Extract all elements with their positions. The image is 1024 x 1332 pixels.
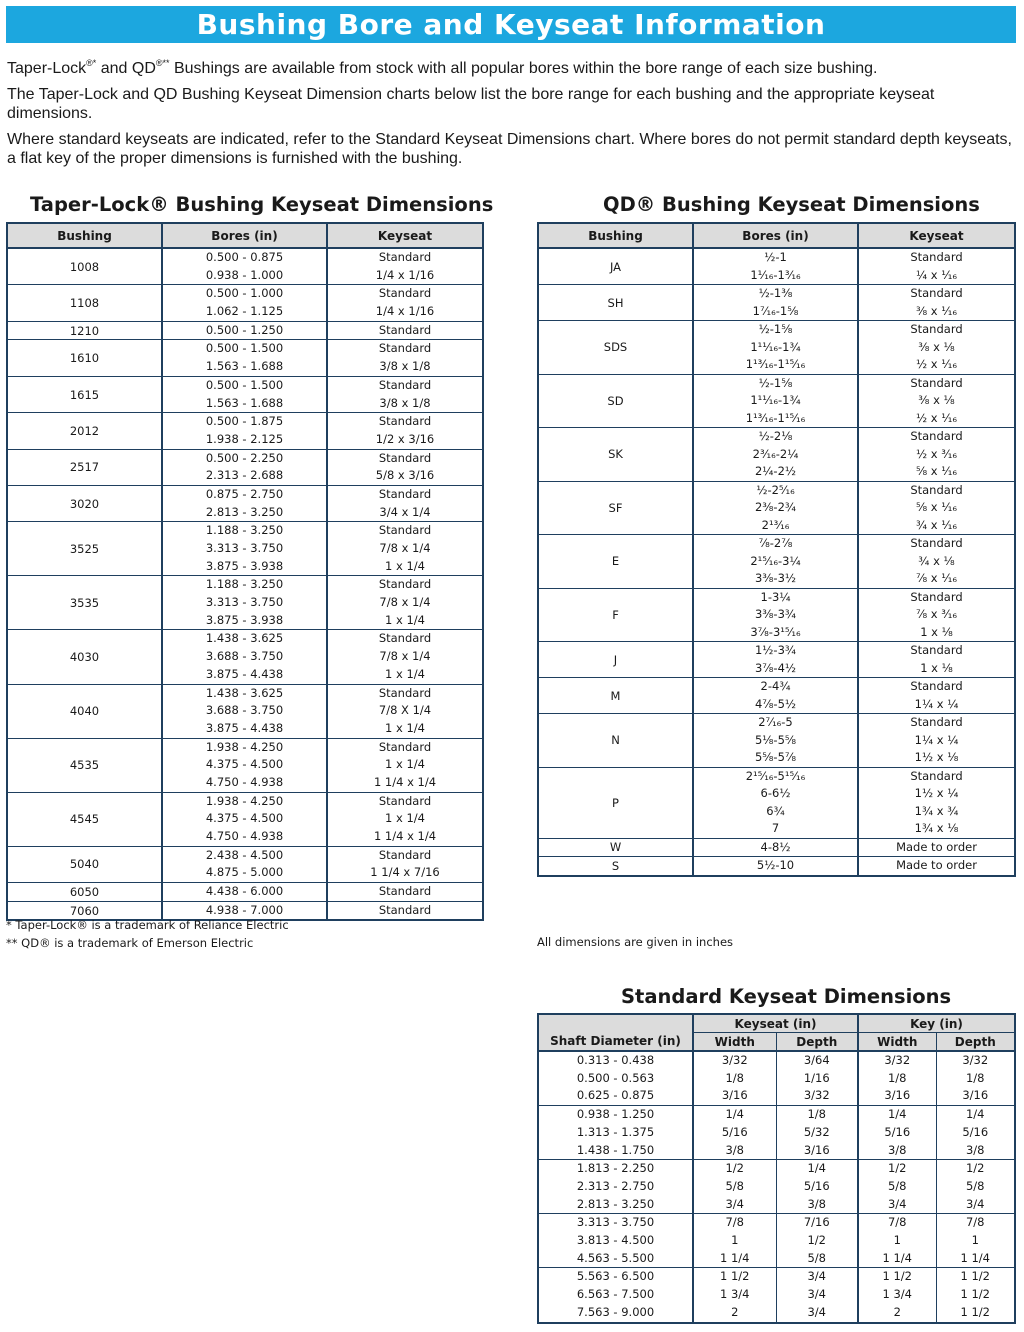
taper-lock-title: Taper-Lock® Bushing Keyseat Dimensions	[30, 193, 494, 216]
dimension-cell: 1/2	[936, 1160, 1015, 1178]
table-row	[538, 285, 1015, 321]
dimension-cell: 1/8	[693, 1070, 776, 1088]
qd-title: QD® Bushing Keyseat Dimensions	[603, 193, 980, 216]
dimension-cell: 1/4	[776, 1160, 858, 1178]
keyseat-cell: Standard 7/8 X 1/4 1 x 1/4	[327, 684, 483, 738]
table-row	[538, 1087, 1015, 1105]
table-row	[7, 846, 483, 882]
bushing-cell: 1210	[7, 321, 162, 340]
keyseat-cell: Standard ½ x ³⁄₁₆ ⅝ x ¹⁄₁₆	[858, 428, 1015, 482]
keyseat-cell: Standard 1/4 x 1/16	[327, 285, 483, 321]
bores-cell: 2.438 - 4.500 4.875 - 5.000	[162, 846, 327, 882]
bushing-cell: 4545	[7, 792, 162, 846]
standard-keyseat-title: Standard Keyseat Dimensions	[621, 985, 952, 1008]
table-row	[7, 522, 483, 576]
footnote-taper-lock: * Taper-Lock® is a trademark of Reliance Electric	[6, 918, 289, 932]
table-row	[7, 340, 483, 376]
dimension-cell: 3/16	[693, 1087, 776, 1105]
bushing-cell: SD	[538, 374, 693, 428]
column-header: Keyseat	[858, 223, 1015, 248]
keyseat-cell: Standard ⅜ x ⅛ ½ x ¹⁄₁₆	[858, 321, 1015, 375]
dimension-cell: 1 1/4	[858, 1250, 936, 1268]
table-row	[538, 1214, 1015, 1232]
bushing-cell: N	[538, 714, 693, 768]
keyseat-cell: Standard 1/2 x 3/16	[327, 413, 483, 449]
keyseat-cell: Made to order	[858, 857, 1015, 876]
dimension-cell: 5/32	[776, 1124, 858, 1142]
keyseat-cell: Standard ¼ x ¹⁄₁₆	[858, 248, 1015, 285]
bushing-cell: E	[538, 535, 693, 589]
bushing-cell: 2012	[7, 413, 162, 449]
table-row	[7, 376, 483, 412]
table-row	[7, 792, 483, 846]
table-row	[538, 481, 1015, 535]
table-row	[538, 321, 1015, 375]
dimension-cell: 7/8	[693, 1214, 776, 1232]
dimension-cell: 1	[693, 1232, 776, 1250]
bores-cell: 1.938 - 4.250 4.375 - 4.500 4.750 - 4.938	[162, 792, 327, 846]
group-header-key: Key (in)	[858, 1014, 1015, 1033]
shaft-diameter-cell: 0.938 - 1.250	[538, 1106, 693, 1124]
dimension-cell: 3/4	[776, 1268, 858, 1286]
keyseat-cell: Standard	[327, 321, 483, 340]
bores-cell: 4-8½	[693, 838, 858, 857]
bushing-cell: P	[538, 767, 693, 838]
bores-cell: 1½-3¾ 3⅞-4½	[693, 642, 858, 678]
dimension-cell: 3/4	[776, 1304, 858, 1323]
bores-cell: 0.500 - 1.500 1.563 - 1.688	[162, 340, 327, 376]
dimension-cell: 1/2	[693, 1160, 776, 1178]
bushing-cell: F	[538, 588, 693, 642]
bushing-cell: 1615	[7, 376, 162, 412]
table-row	[7, 485, 483, 521]
dimension-cell: 1 3/4	[858, 1286, 936, 1304]
intro-paragraph-1: Taper-Lock®* and QD®** Bushings are available from stock with all popular bores within the bore range of each size bushing.	[7, 58, 878, 77]
shaft-diameter-cell: 2.813 - 3.250	[576, 1196, 655, 1211]
table-row	[538, 857, 1015, 876]
dimension-cell: 3/16	[776, 1142, 858, 1160]
table-row	[7, 248, 483, 285]
dimension-cell: 1 1/2	[858, 1268, 936, 1286]
keyseat-cell: Standard ¾ x ⅛ ⅞ x ¹⁄₁₆	[858, 535, 1015, 589]
shaft-diameter-cell: 5.563 - 6.500	[538, 1268, 693, 1286]
shaft-diameter-cell: 3.813 - 4.500	[576, 1233, 655, 1248]
keyseat-cell: Standard 7/8 x 1/4 1 x 1/4	[327, 522, 483, 576]
dimension-cell: 1 1/2	[936, 1304, 1015, 1323]
dimension-cell: 1/2	[776, 1232, 858, 1250]
table-row	[538, 535, 1015, 589]
keyseat-cell: Standard ⅞ x ³⁄₁₆ 1 x ⅛	[858, 588, 1015, 642]
shaft-diameter-cell: 6.563 - 7.500	[576, 1287, 655, 1302]
bores-cell: 1.438 - 3.625 3.688 - 3.750 3.875 - 4.438	[162, 630, 327, 684]
column-header: Bushing	[7, 223, 162, 248]
shaft-diameter-cell: 4.563 - 5.500	[576, 1250, 655, 1265]
table-row	[538, 642, 1015, 678]
table-row	[538, 588, 1015, 642]
table-row	[538, 248, 1015, 285]
column-header: Width	[693, 1033, 776, 1052]
bores-cell: ½-2⅛ 2³⁄₁₆-2¼ 2¼-2½	[693, 428, 858, 482]
dimension-cell: 1/4	[693, 1106, 776, 1124]
dimension-cell: 3/8	[776, 1196, 858, 1214]
standard-keyseat-table	[537, 1013, 1016, 1324]
table-row	[538, 1250, 1015, 1268]
column-header: Depth	[936, 1033, 1015, 1052]
dimension-cell: 5/16	[693, 1124, 776, 1142]
keyseat-cell: Standard 3/4 x 1/4	[327, 485, 483, 521]
bores-cell: 1-3¼ 3⅜-3¾ 3⅞-3¹⁵⁄₁₆	[693, 588, 858, 642]
bores-cell: 5½-10	[693, 857, 858, 876]
bores-cell: 1.188 - 3.250 3.313 - 3.750 3.875 - 3.938	[162, 522, 327, 576]
table-row	[538, 374, 1015, 428]
bushing-cell: SF	[538, 481, 693, 535]
dimension-cell: 1 3/4	[693, 1286, 776, 1304]
table-row	[538, 1304, 1015, 1323]
dimension-cell: 1	[936, 1232, 1015, 1250]
dimension-cell: 5/8	[936, 1178, 1015, 1196]
bores-cell: 0.500 - 0.875 0.938 - 1.000	[162, 248, 327, 285]
keyseat-cell: Standard 1 x ⅛	[858, 642, 1015, 678]
table-row	[538, 428, 1015, 482]
keyseat-cell: Standard 5/8 x 3/16	[327, 449, 483, 485]
intro-paragraph-2: The Taper-Lock and QD Bushing Keyseat Dimension charts below list the bore range for each bushing and the appropriate keyseat dimensions.	[7, 86, 935, 122]
keyseat-cell: Standard ⅜ x ⅛ ½ x ¹⁄₁₆	[858, 374, 1015, 428]
dimension-cell: 3/4	[858, 1196, 936, 1214]
dimension-cell: 1 1/2	[936, 1268, 1015, 1286]
keyseat-cell: Standard 7/8 x 1/4 1 x 1/4	[327, 576, 483, 630]
keyseat-cell: Standard ⅜ x ¹⁄₁₆	[858, 285, 1015, 321]
dimension-cell: 7/16	[776, 1214, 858, 1232]
keyseat-cell: Made to order	[858, 838, 1015, 857]
bushing-cell: SK	[538, 428, 693, 482]
bushing-cell: 2517	[7, 449, 162, 485]
shaft-diameter-cell: 2.313 - 2.750	[576, 1178, 655, 1193]
shaft-diameter-cell: 0.500 - 0.563	[576, 1070, 655, 1085]
dimension-cell: 3/32	[936, 1051, 1015, 1070]
dimension-cell: 3/4	[776, 1286, 858, 1304]
keyseat-cell: Standard 3/8 x 1/8	[327, 376, 483, 412]
dimension-cell: 7/8	[858, 1214, 936, 1232]
keyseat-cell: Standard 1¼ x ¼	[858, 678, 1015, 714]
dimension-cell: 1/16	[776, 1070, 858, 1088]
dimension-cell: 3/4	[936, 1196, 1015, 1214]
table-row	[538, 1196, 1015, 1214]
bores-cell: 2-4¾ 4⅞-5½	[693, 678, 858, 714]
bores-cell: ½-1 1¹⁄₁₆-1³⁄₁₆	[693, 248, 858, 285]
bushing-cell: 3535	[7, 576, 162, 630]
column-header: Depth	[776, 1033, 858, 1052]
table-row	[7, 576, 483, 630]
bushing-cell: SDS	[538, 321, 693, 375]
table-row	[538, 678, 1015, 714]
table-row	[538, 767, 1015, 838]
keyseat-cell: Standard	[327, 883, 483, 902]
shaft-diameter-cell: 1.813 - 2.250	[538, 1160, 693, 1178]
dimension-cell: 5/8	[693, 1178, 776, 1196]
page-title: Bushing Bore and Keyseat Information	[6, 6, 1016, 43]
bores-cell: 2¹⁵⁄₁₆-5¹⁵⁄₁₆ 6-6½ 6¾ 7	[693, 767, 858, 838]
bushing-cell: 1108	[7, 285, 162, 321]
group-header-keyseat: Keyseat (in)	[693, 1014, 858, 1033]
bushing-cell: 7060	[7, 901, 162, 920]
dimension-cell: 3/4	[693, 1196, 776, 1214]
dimension-cell: 1/4	[858, 1106, 936, 1124]
table-row	[7, 321, 483, 340]
table-row	[538, 1178, 1015, 1196]
dimension-cell: 5/16	[858, 1124, 936, 1142]
dimension-cell: 1/8	[936, 1070, 1015, 1088]
keyseat-cell: Standard 1 x 1/4 1 1/4 x 1/4	[327, 792, 483, 846]
keyseat-cell: Standard 3/8 x 1/8	[327, 340, 483, 376]
bushing-cell: SH	[538, 285, 693, 321]
bores-cell: 0.500 - 1.000 1.062 - 1.125	[162, 285, 327, 321]
bores-cell: 0.500 - 1.875 1.938 - 2.125	[162, 413, 327, 449]
shaft-diameter-cell: 1.313 - 1.375	[576, 1124, 655, 1139]
bores-cell: 2⁷⁄₁₆-5 5⅛-5⅝ 5⅝-5⅞	[693, 714, 858, 768]
column-header: Width	[858, 1033, 936, 1052]
bores-cell: 1.438 - 3.625 3.688 - 3.750 3.875 - 4.438	[162, 684, 327, 738]
dimension-cell: 1/4	[936, 1106, 1015, 1124]
intro-paragraph-3: Where standard keyseats are indicated, refer to the Standard Keyseat Dimensions chart. Where bores do not permit standard depth keyseats, a flat key of the proper dimensions is furnished with the bushing.	[7, 131, 1012, 167]
shaft-diameter-cell: 3.313 - 3.750	[538, 1214, 693, 1232]
dimension-cell: 1/2	[858, 1160, 936, 1178]
qd-footnote: All dimensions are given in inches	[537, 935, 734, 949]
bores-cell: ½-2⁵⁄₁₆ 2⅜-2¾ 2¹³⁄₁₆	[693, 481, 858, 535]
keyseat-cell: Standard 1/4 x 1/16	[327, 248, 483, 285]
dimension-cell: 5/16	[776, 1178, 858, 1196]
keyseat-cell: Standard 1 1/4 x 7/16	[327, 846, 483, 882]
bushing-cell: 6050	[7, 883, 162, 902]
table-row	[7, 285, 483, 321]
table-row	[538, 1142, 1015, 1160]
shaft-diameter-cell: 0.313 - 0.438	[538, 1051, 693, 1070]
dimension-cell: 5/8	[776, 1250, 858, 1268]
dimension-cell: 3/32	[693, 1051, 776, 1070]
dimension-cell: 5/8	[858, 1178, 936, 1196]
dimension-cell: 1 1/4	[936, 1250, 1015, 1268]
dimension-cell: 1 1/2	[936, 1286, 1015, 1304]
bores-cell: ½-1⅝ 1¹¹⁄₁₆-1¾ 1¹³⁄₁₆-1¹⁵⁄₁₆	[693, 374, 858, 428]
qd-table	[537, 222, 1016, 877]
dimension-cell: 3/8	[858, 1142, 936, 1160]
bores-cell: 0.500 - 2.250 2.313 - 2.688	[162, 449, 327, 485]
bores-cell: 1.188 - 3.250 3.313 - 3.750 3.875 - 3.938	[162, 576, 327, 630]
bores-cell: ⅞-2⅞ 2¹⁵⁄₁₆-3¼ 3⅜-3½	[693, 535, 858, 589]
dimension-cell: 1/8	[776, 1106, 858, 1124]
shaft-diameter-cell: 0.625 - 0.875	[576, 1088, 655, 1103]
dimension-cell: 3/16	[936, 1087, 1015, 1105]
table-row	[7, 684, 483, 738]
bushing-cell: W	[538, 838, 693, 857]
dimension-cell: 3/16	[858, 1087, 936, 1105]
dimension-cell: 2	[858, 1304, 936, 1323]
bores-cell: 0.875 - 2.750 2.813 - 3.250	[162, 485, 327, 521]
table-row	[538, 1232, 1015, 1250]
table-row	[538, 838, 1015, 857]
bores-cell: 4.938 - 7.000	[162, 901, 327, 920]
table-row	[7, 449, 483, 485]
column-header: Keyseat	[327, 223, 483, 248]
table-row	[7, 630, 483, 684]
table-row	[538, 1286, 1015, 1304]
bores-cell: ½-1⅜ 1⁷⁄₁₆-1⅝	[693, 285, 858, 321]
bushing-cell: 3020	[7, 485, 162, 521]
bushing-cell: JA	[538, 248, 693, 285]
dimension-cell: 5/16	[936, 1124, 1015, 1142]
dimension-cell: 3/8	[936, 1142, 1015, 1160]
intro-text	[7, 59, 1012, 175]
bushing-cell: S	[538, 857, 693, 876]
table-row	[538, 1124, 1015, 1142]
table-row	[538, 1160, 1015, 1178]
bushing-cell: 3525	[7, 522, 162, 576]
column-header: Shaft Diameter (in)	[538, 1033, 693, 1052]
shaft-diameter-cell: 1.438 - 1.750	[576, 1142, 655, 1157]
bushing-cell: 4030	[7, 630, 162, 684]
bushing-cell: 4040	[7, 684, 162, 738]
bores-cell: 1.938 - 4.250 4.375 - 4.500 4.750 - 4.938	[162, 738, 327, 792]
table-row	[538, 1051, 1015, 1070]
bushing-cell: 1610	[7, 340, 162, 376]
footnote-qd: ** QD® is a trademark of Emerson Electric	[6, 936, 254, 950]
dimension-cell: 3/32	[858, 1051, 936, 1070]
dimension-cell: 1 1/2	[693, 1268, 776, 1286]
keyseat-cell: Standard 1½ x ¼ 1¾ x ¾ 1¾ x ⅛	[858, 767, 1015, 838]
keyseat-cell: Standard 7/8 x 1/4 1 x 1/4	[327, 630, 483, 684]
bushing-cell: M	[538, 678, 693, 714]
bores-cell: 4.438 - 6.000	[162, 883, 327, 902]
column-header: Bushing	[538, 223, 693, 248]
bushing-cell: 4535	[7, 738, 162, 792]
keyseat-cell: Standard 1 x 1/4 1 1/4 x 1/4	[327, 738, 483, 792]
table-row	[7, 738, 483, 792]
dimension-cell: 1 1/4	[693, 1250, 776, 1268]
table-row	[7, 413, 483, 449]
taper-lock-table	[6, 222, 484, 921]
keyseat-cell: Standard	[327, 901, 483, 920]
dimension-cell: 2	[693, 1304, 776, 1323]
bores-cell: 0.500 - 1.250	[162, 321, 327, 340]
dimension-cell: 3/32	[776, 1087, 858, 1105]
table-row	[538, 1070, 1015, 1088]
table-row	[538, 714, 1015, 768]
dimension-cell: 1	[858, 1232, 936, 1250]
table-row	[538, 1106, 1015, 1124]
keyseat-cell: Standard 1¼ x ¼ 1½ x ⅛	[858, 714, 1015, 768]
dimension-cell: 3/8	[693, 1142, 776, 1160]
column-header: Bores (in)	[693, 223, 858, 248]
bushing-cell: 1008	[7, 248, 162, 285]
shaft-diameter-cell: 7.563 - 9.000	[576, 1304, 655, 1319]
bushing-cell: J	[538, 642, 693, 678]
column-header: Bores (in)	[162, 223, 327, 248]
dimension-cell: 7/8	[936, 1214, 1015, 1232]
keyseat-cell: Standard ⅝ x ¹⁄₁₆ ¾ x ¹⁄₁₆	[858, 481, 1015, 535]
dimension-cell: 1/8	[858, 1070, 936, 1088]
bushing-cell: 5040	[7, 846, 162, 882]
table-row	[7, 883, 483, 902]
bores-cell: 0.500 - 1.500 1.563 - 1.688	[162, 376, 327, 412]
dimension-cell: 3/64	[776, 1051, 858, 1070]
table-row	[538, 1268, 1015, 1286]
bores-cell: ½-1⅝ 1¹¹⁄₁₆-1¾ 1¹³⁄₁₆-1¹⁵⁄₁₆	[693, 321, 858, 375]
